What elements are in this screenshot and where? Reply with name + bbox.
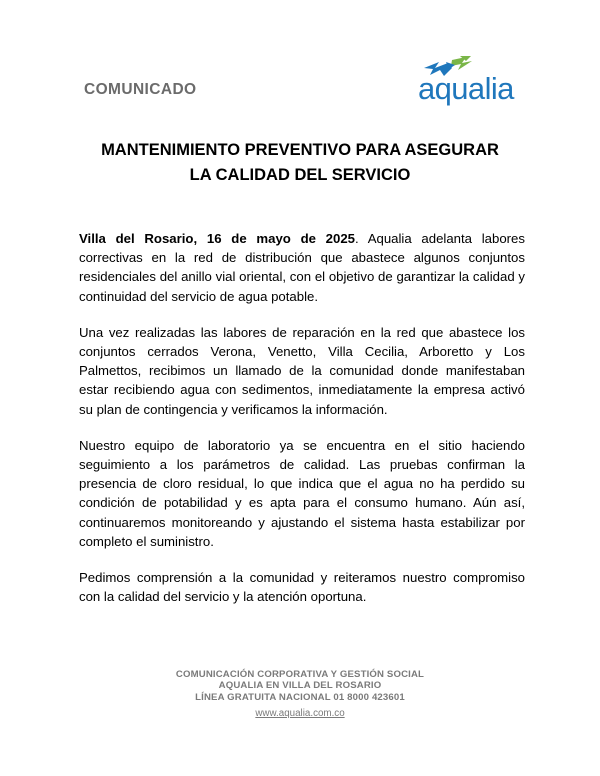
aqualia-wordmark: aqualia: [418, 71, 514, 106]
body-paragraph: Pedimos comprensión a la comunidad y reiteramos nuestro compromiso con la calidad del servicio y la atención oportuna.: [79, 570, 525, 605]
page-kicker: COMUNICADO: [84, 81, 197, 98]
document-body: [79, 229, 525, 606]
body-paragraph: Una vez realizadas las labores de reparación en la red que abastece los conjuntos cerrados Verona, Venetto, Villa Cecilia, Arboretto y Los Palmettos, recibimos un llamado de la comunidad donde manifestaban estar recibiendo agua con sedimentos, inmediatamente la empresa activó su plan de contingencia y verificamos la información.: [79, 324, 525, 417]
document-header: [0, 56, 600, 116]
page-title-line-2: LA CALIDAD DEL SERVICIO: [189, 166, 411, 184]
document-footer: [0, 669, 600, 721]
body-paragraph: [79, 229, 525, 306]
body-paragraph-text: . Aqualia adelanta labores correctivas en la red de distribución que abastece algunos conjuntos residenciales del anillo vial oriental, con el objetivo de garantizar la calidad y continuidad del servicio de agua potable.: [79, 231, 525, 304]
body-paragraph: Nuestro equipo de laboratorio ya se encuentra en el sitio haciendo seguimiento a los parámetros de calidad. Las pruebas confirman la presencia de cloro residual, lo que indica que el agua no ha perdido su condición de potabilidad y es apta para el consumo humano. Aún así, continuaremos monitoreando y ajustando el sistema hasta estabilizar por completo el suministro.: [79, 437, 525, 549]
footer-line-department: COMUNICACIÓN CORPORATIVA Y GESTIÓN SOCIAL: [175, 669, 425, 680]
dateline: Villa del Rosario, 16 de mayo de 2025: [79, 231, 356, 246]
footer-line-hotline: LÍNEA GRATUITA NACIONAL 01 8000 423601: [195, 691, 405, 703]
page-title-line-1: MANTENIMIENTO PREVENTIVO PARA ASEGURAR: [101, 141, 499, 159]
footer-website-link[interactable]: www.aqualia.com.co: [255, 708, 345, 720]
footer-line-location: AQUALIA EN VILLA DEL ROSARIO: [218, 680, 382, 692]
aqualia-logo: [418, 56, 528, 112]
page-title: [60, 138, 540, 188]
